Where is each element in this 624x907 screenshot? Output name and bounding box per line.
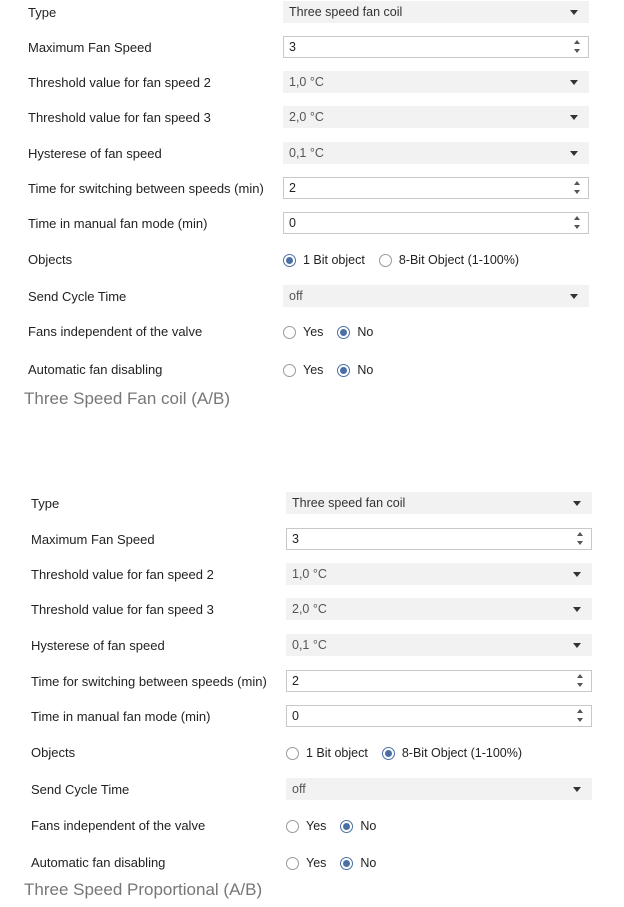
max-speed-row (3, 526, 624, 554)
chevron-down-icon (570, 115, 578, 120)
spinner-arrows-icon[interactable] (574, 216, 582, 230)
objects-radio-8bit[interactable]: 8-Bit Object (1-100%) (382, 746, 522, 760)
manual-time-label: Time in manual fan mode (min) (31, 709, 211, 724)
fans-independent-row (3, 812, 624, 840)
objects-radio-1bit[interactable]: 1 Bit object (283, 253, 365, 267)
type-row (3, 490, 624, 518)
radio-selected-icon[interactable] (337, 326, 350, 339)
auto-disable-radio-group (286, 849, 390, 877)
fans-independent-row (0, 318, 624, 346)
manual-time-stepper[interactable] (286, 705, 592, 727)
send-cycle-row (0, 283, 624, 311)
chevron-down-icon (570, 10, 578, 15)
send-cycle-label: Send Cycle Time (28, 289, 127, 304)
hysterese-value: 0,1 °C (289, 146, 324, 160)
objects-radio-group (283, 246, 533, 274)
threshold3-row (3, 596, 624, 624)
switch-time-row (0, 175, 624, 203)
type-row (0, 0, 624, 27)
switch-time-label: Time for switching between speeds (min) (28, 181, 264, 196)
type-value: Three speed fan coil (289, 5, 403, 19)
hysterese-select[interactable] (286, 634, 592, 656)
objects-row (0, 246, 624, 274)
hysterese-row (0, 140, 624, 168)
objects-row (3, 739, 624, 767)
threshold3-label: Threshold value for fan speed 3 (31, 602, 214, 617)
objects-radio-1bit[interactable]: 1 Bit object (286, 746, 368, 760)
max-speed-stepper[interactable] (283, 36, 589, 58)
max-speed-value: 3 (292, 532, 299, 546)
manual-time-row (0, 210, 624, 238)
panel-caption: Three Speed Proportional (A/B) (24, 880, 263, 899)
threshold3-value: 2,0 °C (289, 110, 324, 124)
max-speed-value: 3 (289, 40, 296, 54)
chevron-down-icon (573, 643, 581, 648)
max-speed-stepper[interactable] (286, 528, 592, 550)
fans-independent-label: Fans independent of the valve (31, 818, 206, 833)
hysterese-value: 0,1 °C (292, 638, 327, 652)
chevron-down-icon (573, 501, 581, 506)
threshold2-select[interactable] (283, 71, 589, 93)
manual-time-stepper[interactable] (283, 212, 589, 234)
type-label: Type (31, 496, 60, 511)
radio-selected-icon[interactable] (340, 857, 353, 870)
threshold3-row (0, 104, 624, 132)
objects-radio-8bit[interactable]: 8-Bit Object (1-100%) (379, 253, 519, 267)
objects-label: Objects (28, 252, 73, 267)
switch-time-label: Time for switching between speeds (min) (31, 674, 267, 689)
manual-time-label: Time in manual fan mode (min) (28, 216, 208, 231)
auto-disable-label: Automatic fan disabling (28, 362, 163, 377)
type-select[interactable] (283, 1, 589, 23)
switch-time-row (3, 668, 624, 696)
threshold3-select[interactable] (283, 106, 589, 128)
fans-independent-radio-no[interactable]: No (340, 819, 376, 833)
switch-time-stepper[interactable] (286, 670, 592, 692)
manual-time-value: 0 (289, 216, 296, 230)
chevron-down-icon (570, 80, 578, 85)
chevron-down-icon (573, 787, 581, 792)
radio-unselected-icon[interactable] (283, 364, 296, 377)
fans-independent-label: Fans independent of the valve (28, 324, 203, 339)
threshold2-label: Threshold value for fan speed 2 (28, 75, 211, 90)
max-speed-label: Maximum Fan Speed (28, 40, 152, 55)
radio-unselected-icon[interactable] (286, 820, 299, 833)
threshold3-value: 2,0 °C (292, 602, 327, 616)
fans-independent-radio-group (286, 812, 390, 840)
auto-disable-radio-no[interactable]: No (340, 856, 376, 870)
send-cycle-row (3, 776, 624, 804)
threshold2-row (0, 69, 624, 97)
panel-caption: Three Speed Fan coil (A/B) (24, 389, 230, 408)
threshold2-value: 1,0 °C (292, 567, 327, 581)
fans-independent-radio-group (283, 318, 387, 346)
type-label: Type (28, 5, 57, 20)
switch-time-value: 2 (289, 181, 296, 195)
auto-disable-radio-no[interactable]: No (337, 363, 373, 377)
auto-disable-radio-yes[interactable]: Yes (286, 856, 326, 870)
spinner-arrows-icon[interactable] (577, 674, 585, 688)
spinner-arrows-icon[interactable] (577, 532, 585, 546)
radio-selected-icon[interactable] (337, 364, 350, 377)
type-value: Three speed fan coil (292, 496, 406, 510)
switch-time-stepper[interactable] (283, 177, 589, 199)
spinner-arrows-icon[interactable] (574, 40, 582, 54)
fans-independent-radio-yes[interactable]: Yes (286, 819, 326, 833)
chevron-down-icon (570, 151, 578, 156)
auto-disable-label: Automatic fan disabling (31, 855, 166, 870)
max-speed-row (0, 34, 624, 62)
threshold2-label: Threshold value for fan speed 2 (31, 567, 214, 582)
threshold2-select[interactable] (286, 563, 592, 585)
type-select[interactable] (286, 492, 592, 514)
radio-unselected-icon[interactable] (286, 857, 299, 870)
manual-time-value: 0 (292, 709, 299, 723)
radio-unselected-icon[interactable] (283, 326, 296, 339)
send-cycle-label: Send Cycle Time (31, 782, 130, 797)
switch-time-value: 2 (292, 674, 299, 688)
send-cycle-value: off (292, 782, 306, 796)
threshold2-value: 1,0 °C (289, 75, 324, 89)
chevron-down-icon (573, 607, 581, 612)
threshold2-row (3, 561, 624, 589)
auto-disable-row (3, 849, 624, 877)
manual-time-row (3, 703, 624, 731)
fans-independent-radio-no[interactable]: No (337, 325, 373, 339)
objects-radio-group (286, 739, 536, 767)
threshold3-select[interactable] (286, 598, 592, 620)
max-speed-label: Maximum Fan Speed (31, 532, 155, 547)
auto-disable-row (0, 356, 624, 384)
hysterese-label: Hysterese of fan speed (31, 638, 165, 653)
send-cycle-select[interactable] (286, 778, 592, 800)
chevron-down-icon (573, 572, 581, 577)
auto-disable-radio-group (283, 356, 387, 384)
send-cycle-select[interactable] (283, 285, 589, 307)
hysterese-row (3, 632, 624, 660)
auto-disable-radio-yes[interactable]: Yes (283, 363, 323, 377)
fans-independent-radio-yes[interactable]: Yes (283, 325, 323, 339)
radio-unselected-icon[interactable] (379, 254, 392, 267)
radio-selected-icon[interactable] (340, 820, 353, 833)
send-cycle-value: off (289, 289, 303, 303)
radio-unselected-icon[interactable] (286, 747, 299, 760)
radio-selected-icon[interactable] (283, 254, 296, 267)
chevron-down-icon (570, 294, 578, 299)
objects-label: Objects (31, 745, 76, 760)
spinner-arrows-icon[interactable] (577, 709, 585, 723)
spinner-arrows-icon[interactable] (574, 181, 582, 195)
hysterese-select[interactable] (283, 142, 589, 164)
hysterese-label: Hysterese of fan speed (28, 146, 162, 161)
radio-selected-icon[interactable] (382, 747, 395, 760)
threshold3-label: Threshold value for fan speed 3 (28, 110, 211, 125)
